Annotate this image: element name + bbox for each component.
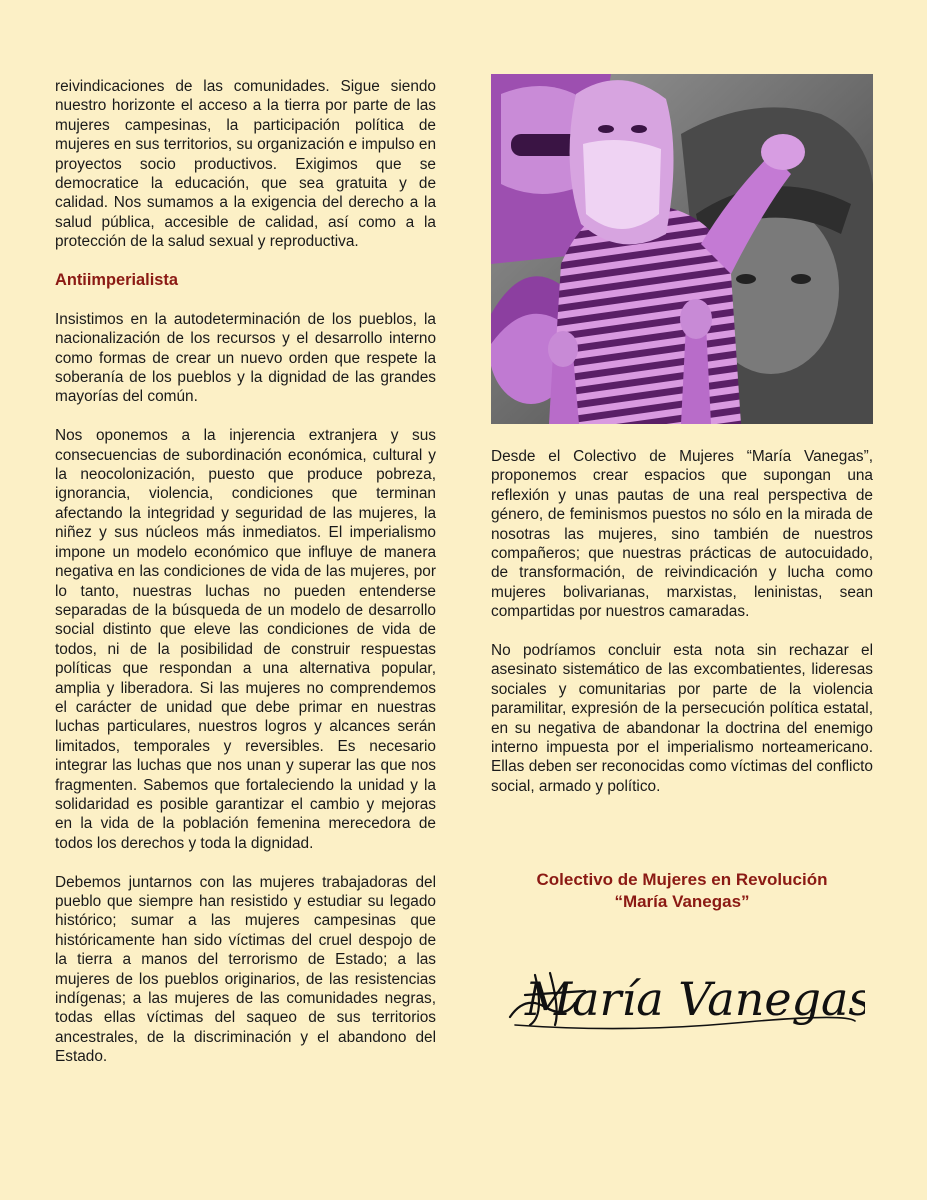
- left-column: [55, 77, 436, 1086]
- right-column: [491, 447, 873, 816]
- paragraph-reject-killings: No podríamos concluir esta nota sin rechazar el asesinato sistemático de las excombatientes, lideresas sociales y comunitarias por parte de la violencia paramilitar, expresión de la persecución política estatal, en su negativa de abandonar la doctrina del enemigo interno impuesta por el imperialismo norteamericano. Ellas deben ser reconocidas como víctimas del conflicto social, armado y político.: [491, 642, 873, 795]
- signoff-block: [491, 869, 873, 913]
- section-heading-antiimperialista: Antiimperialista: [55, 271, 178, 290]
- signature-text: María Vanegas: [525, 972, 865, 1026]
- signoff-name: “María Vanegas”: [614, 892, 750, 911]
- handwritten-signature: [505, 955, 865, 1035]
- protest-photo: [491, 74, 873, 424]
- paragraph-unite-women: Debemos juntarnos con las mujeres trabajadoras del pueblo que siempre han resistido y estudiar su legado histórico; sumar a las mujeres campesinas que históricamente han sido víctimas del cruel despojo de la tierra a manos del terrorismo de Estado; a las mujeres de los pueblos originarios, de las resistencias indígenas; a las mujeres de las comunidades negras, todas ellas víctimas del saqueo de sus territorios ancestrales, de la discriminación y el abandono del Estado.: [55, 873, 436, 1066]
- signoff-organization: Colectivo de Mujeres en Revolución: [536, 870, 828, 889]
- paragraph-self-determination: Insistimos en la autodeterminación de los pueblos, la nacionalización de los recursos y el desarrollo interno como formas de crear un nuevo orden que respete la soberanía de los pueblos y la dignidad de las grandes mayorías del común.: [55, 310, 436, 406]
- paragraph-collective-proposal: Desde el Colectivo de Mujeres “María Vanegas”, proponemos crear espacios que supongan una reflexión y unas pautas de una real perspectiva de género, de feminismos puestos no sólo en la mirada de nosotras las mujeres, sino también de nuestros compañeros; que nuestras prácticas de autocuidado, de transformación, de reivindicación y lucha como mujeres bolivarianas, marxistas, leninistas, sean compartidas por nuestros camaradas.: [491, 448, 873, 621]
- paragraph-foreign-interference: Nos oponemos a la injerencia extranjera y sus consecuencias de subordinación económica, cultural y la neocolonización, puesto que produce pobreza, ignorancia, violencia, condiciones que terminan afectando la integridad y seguridad de las mujeres, la niñez y sus núcleos más inmediatos. El imperialismo impone un modelo económico que influye de manera negativa en las condiciones de vida de las mujeres, por lo tanto, nuestras luchas no pueden entenderse separadas de la búsqueda de un modelo de desarrollo social distinto que eleve las condiciones de vida de todos, ni de la posibilidad de construir respuestas políticas que respondan a una alternativa popular, amplia y liberadora. Si las mujeres no comprendemos el carácter de unidad que debe primar en nuestras luchas particulares, nuestros logros y alcances serán limitados, temporales y reversibles. Es necesario integrar las luchas que nos unan y superar las que nos fragmenten. Sabemos que fortaleciendo la unidad y la solidaridad es posible garantizar el cambio y mejoras en la vida de la población femenina merecedora de todos los derechos y toda la dignidad.: [55, 427, 436, 852]
- paragraph-rights: reivindicaciones de las comunidades. Sigue siendo nuestro horizonte el acceso a la tierra por parte de las mujeres campesinas, la participación política de mujeres en sus territorios, su organización e impulso en proyectos socio productivos. Exigimos que se democratice la educación, que sea gratuita y de calidad. Nos sumamos a la exigencia del derecho a la salud pública, accesible de calidad, así como a la protección de la salud sexual y reproductiva.: [55, 78, 436, 251]
